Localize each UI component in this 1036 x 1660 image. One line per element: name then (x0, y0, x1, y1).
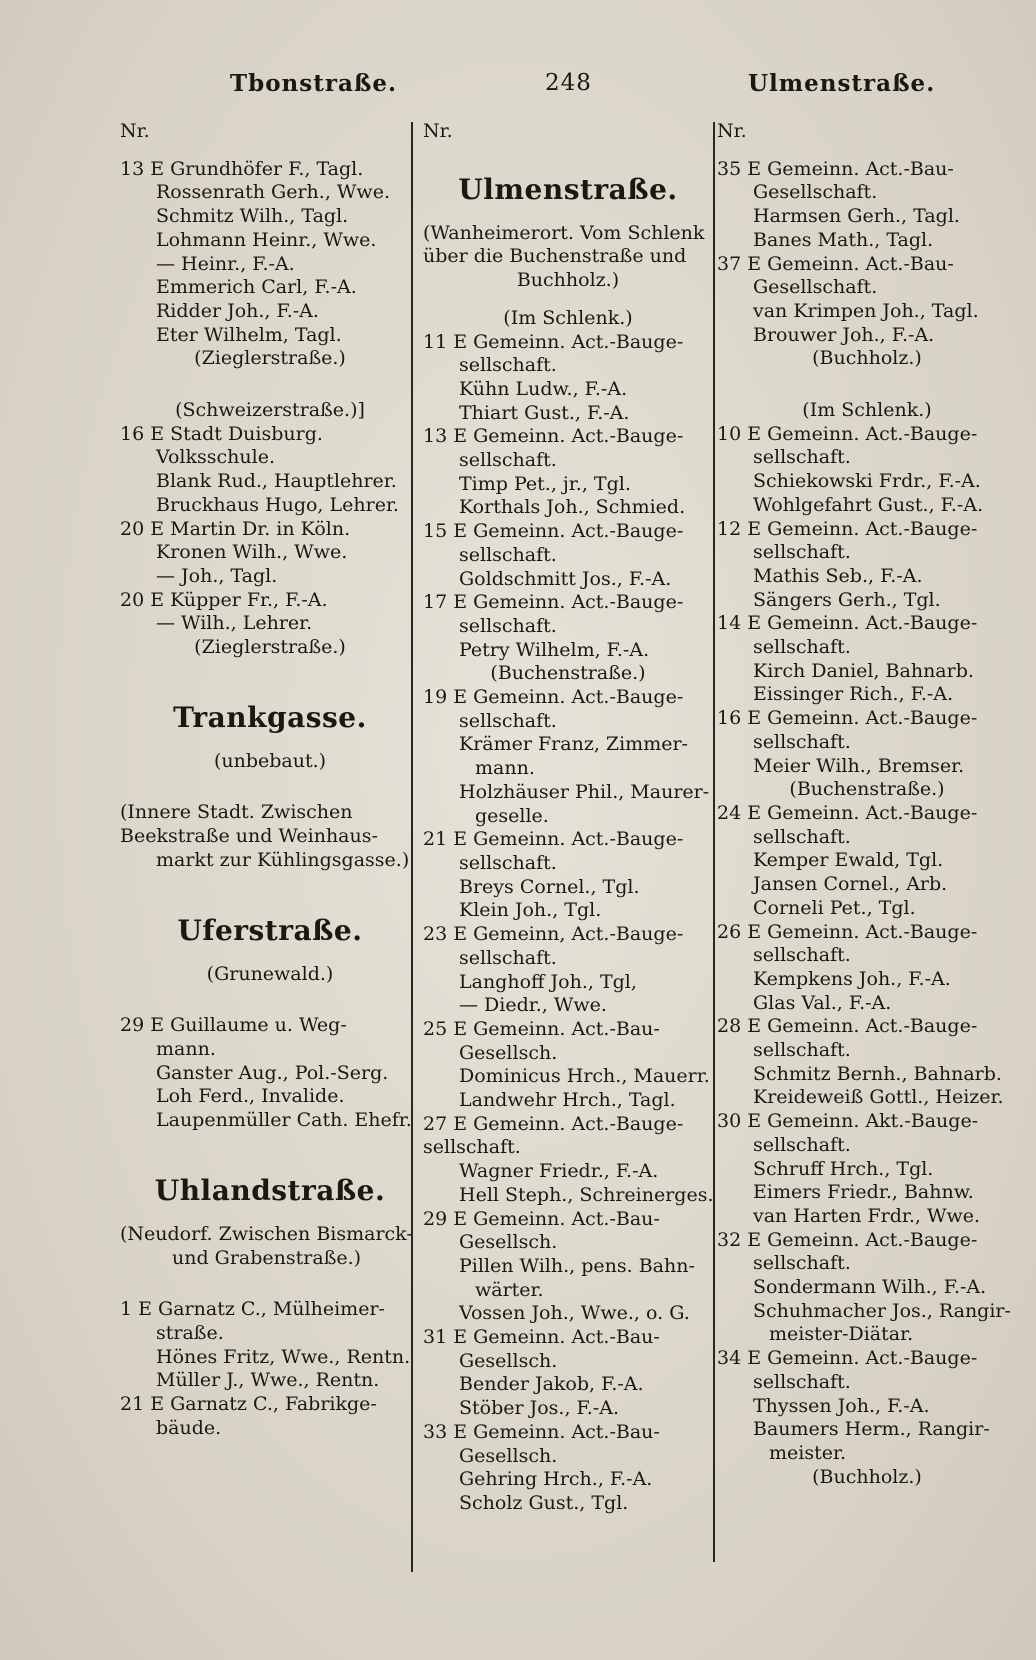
entry-line: Kreideweiß Gottl., Heizer. (753, 1086, 1004, 1109)
entry-line: Gesellschaft. (753, 181, 878, 204)
running-head-left: Tbonstraße. (230, 70, 397, 97)
entry-line: mann. (156, 1037, 216, 1060)
entry-line: — Heinr., F.-A. (156, 252, 295, 275)
entry-line: Emmerich Carl, F.-A. (156, 276, 357, 299)
street-heading: Uferstraße. (177, 913, 363, 947)
street-note: Beekstraße und Weinhaus- (120, 825, 378, 848)
entry-line: sellschaft. (753, 1252, 851, 1275)
entry-line: Bruckhaus Hugo, Lehrer. (156, 493, 399, 516)
entry-line: — Wilh., Lehrer. (156, 612, 313, 635)
cross-street: (Schweizerstraße.)] (175, 399, 365, 422)
entry-line: geselle. (475, 804, 549, 827)
entry-line: Baumers Herm., Rangir- (753, 1418, 990, 1441)
street-note: Buchholz.) (516, 269, 620, 292)
entry-line: Schmitz Wilh., Tagl. (156, 205, 349, 228)
entry-line: Rossenrath Gerh., Wwe. (156, 181, 390, 204)
entry-line: 27 E Gemeinn. Act.-Bauge- (423, 1112, 684, 1135)
entry-line: Schuhmacher Jos., Rangir- (753, 1299, 1011, 1322)
entry-line: Glas Val., F.-A. (753, 991, 892, 1014)
entry-line: 12 E Gemeinn. Act.-Bauge- (717, 517, 978, 540)
entry-line: sellschaft. (459, 946, 557, 969)
entry-line: Eissinger Rich., F.-A. (753, 683, 954, 706)
cross-street: (Zieglerstraße.) (194, 636, 346, 659)
column-nr-label: Nr. (717, 120, 747, 142)
entry-line: Dominicus Hrch., Mauerr. (459, 1065, 710, 1088)
entry-line: sellschaft. (459, 354, 557, 377)
entry-line: 32 E Gemeinn. Act.-Bauge- (717, 1228, 978, 1251)
street-note: markt zur Kühlingsgasse.) (156, 848, 410, 871)
entry-line: 26 E Gemeinn. Act.-Bauge- (717, 920, 978, 943)
entry-line: Thyssen Joh., F.-A. (753, 1394, 930, 1417)
entry-line: Hell Steph., Schreinerges. (459, 1183, 714, 1206)
entry-line: Vossen Joh., Wwe., o. G. (459, 1302, 690, 1325)
entry-line: Holzhäuser Phil., Maurer- (459, 780, 710, 803)
entry-line: Krämer Franz, Zimmer- (459, 733, 688, 756)
entry-line: 19 E Gemeinn. Act.-Bauge- (423, 686, 684, 709)
entry-line: 24 E Gemeinn. Act.-Bauge- (717, 801, 978, 824)
entry-line: 14 E Gemeinn. Act.-Bauge- (717, 612, 978, 635)
entry-line: wärter. (475, 1278, 544, 1301)
entry-line: 15 E Gemeinn. Act.-Bauge- (423, 520, 684, 543)
entry-line: Loh Ferd., Invalide. (156, 1085, 345, 1108)
entry-line: 20 E Martin Dr. in Köln. (120, 517, 351, 540)
entry-line: 37 E Gemeinn. Act.-Bau- (717, 252, 954, 275)
entry-line: Sondermann Wilh., F.-A. (753, 1276, 987, 1299)
entry-line: Timp Pet., jr., Tgl. (459, 472, 631, 495)
entry-line: 31 E Gemeinn. Act.-Bau- (423, 1326, 660, 1349)
column-nr-label: Nr. (120, 120, 150, 142)
entry-line: Scholz Gust., Tgl. (459, 1491, 629, 1514)
entry-line: 28 E Gemeinn. Act.-Bauge- (717, 1015, 978, 1038)
entry-line: 34 E Gemeinn. Act.-Bauge- (717, 1347, 978, 1370)
entry-line: 35 E Gemeinn. Act.-Bau- (717, 157, 954, 180)
entry-line: Sängers Gerh., Tgl. (753, 588, 941, 611)
entry-line: meister. (769, 1441, 847, 1464)
column-3 (717, 120, 1017, 1489)
street-heading: Uhlandstraße. (154, 1173, 386, 1207)
entry-line: meister-Diätar. (769, 1323, 914, 1346)
entry-line: 13 E Grundhöfer F., Tagl. (120, 157, 364, 180)
entry-line: sellschaft. (459, 449, 557, 472)
entry-line: Bender Jakob, F.-A. (459, 1373, 644, 1396)
entry-line: van Harten Frdr., Wwe. (753, 1204, 981, 1227)
street-heading: Ulmenstraße. (458, 172, 678, 206)
entry-line: sellschaft. (459, 851, 557, 874)
entry-line: 13 E Gemeinn. Act.-Bauge- (423, 425, 684, 448)
entry-line: Müller J., Wwe., Rentn. (156, 1369, 380, 1392)
entry-line: Kemper Ewald, Tgl. (753, 849, 944, 872)
street-note: (Grunewald.) (206, 962, 334, 985)
cross-street: (Buchholz.) (812, 347, 922, 370)
entry-line: Pillen Wilh., pens. Bahn- (459, 1254, 695, 1277)
entry-line: Harmsen Gerh., Tagl. (753, 205, 960, 228)
entry-line: Gesellsch. (459, 1444, 558, 1467)
entry-line: 1 E Garnatz C., Mülheimer- (120, 1298, 385, 1321)
entry-line: Thiart Gust., F.-A. (459, 401, 630, 424)
entry-line: Gehring Hrch., F.-A. (459, 1468, 653, 1491)
entry-line: straße. (156, 1321, 224, 1344)
entry-line: Gesellschaft. (753, 276, 878, 299)
entry-line: Goldschmitt Jos., F.-A. (459, 567, 672, 590)
cross-street: (Buchholz.) (812, 1465, 922, 1488)
running-head-right: Ulmenstraße. (748, 70, 936, 97)
entry-line: Blank Rud., Hauptlehrer. (156, 470, 397, 493)
column-2 (423, 120, 713, 1516)
street-heading: Trankgasse. (173, 700, 367, 734)
column-nr-label: Nr. (423, 120, 453, 142)
entry-line: Wagner Friedr., F.-A. (459, 1160, 659, 1183)
entry-line: sellschaft. (753, 446, 851, 469)
entry-line: Gesellsch. (459, 1349, 558, 1372)
entry-line: Korthals Joh., Schmied. (459, 496, 686, 519)
entry-line: Hönes Fritz, Wwe., Rentn. (156, 1345, 411, 1368)
entry-line: Kronen Wilh., Wwe. (156, 541, 348, 564)
entry-line: sellschaft. (459, 543, 557, 566)
column-divider (713, 122, 715, 1562)
entry-line: 29 E Gemeinn. Act.-Bau- (423, 1207, 660, 1230)
entry-line: Gesellsch. (459, 1231, 558, 1254)
entry-line: Meier Wilh., Bremser. (753, 754, 965, 777)
entry-line: sellschaft. (753, 1370, 851, 1393)
entry-line: 11 E Gemeinn. Act.-Bauge- (423, 330, 684, 353)
street-note: (Wanheimerort. Vom Schlenk (423, 221, 705, 244)
entry-line: mann. (475, 757, 535, 780)
entry-line: Kirch Daniel, Bahnarb. (753, 659, 974, 682)
entry-line: 16 E Gemeinn. Act.-Bauge- (717, 707, 978, 730)
column-1 (120, 120, 420, 1440)
entry-line: Gesellsch. (459, 1041, 558, 1064)
entry-line: Landwehr Hrch., Tagl. (459, 1089, 676, 1112)
entry-line: Lohmann Heinr., Wwe. (156, 228, 377, 251)
entry-line: Mathis Seb., F.-A. (753, 564, 923, 587)
entry-line: Breys Cornel., Tgl. (459, 875, 640, 898)
entry-line: 30 E Gemeinn. Akt.-Bauge- (717, 1110, 979, 1133)
entry-line: Volksschule. (156, 446, 275, 469)
page-number: 248 (545, 70, 592, 96)
entry-line: 16 E Stadt Duisburg. (120, 422, 323, 445)
entry-line: sellschaft. (753, 944, 851, 967)
entry-line: Kühn Ludw., F.-A. (459, 377, 628, 400)
entry-line: 33 E Gemeinn. Act.-Bau- (423, 1420, 660, 1443)
entry-line: Schruff Hrch., Tgl. (753, 1157, 934, 1180)
cross-street: (Zieglerstraße.) (194, 347, 346, 370)
entry-line: sellschaft. (753, 730, 851, 753)
entry-line: — Joh., Tagl. (156, 564, 278, 587)
entry-line: Brouwer Joh., F.-A. (753, 323, 935, 346)
entry-line: sellschaft. (459, 709, 557, 732)
entry-line: sellschaft. (753, 636, 851, 659)
entry-line: 23 E Gemeinn, Act.-Bauge- (423, 923, 684, 946)
entry-line: sellschaft. (753, 825, 851, 848)
entry-line: Corneli Pet., Tgl. (753, 896, 916, 919)
entry-line: Stöber Jos., F.-A. (459, 1397, 619, 1420)
entry-line: Ganster Aug., Pol.-Serg. (156, 1061, 389, 1084)
cross-street: (Im Schlenk.) (802, 399, 932, 422)
entry-line: Wohlgefahrt Gust., F.-A. (753, 493, 984, 516)
entry-line: sellschaft. (753, 541, 851, 564)
entry-line: Laupenmüller Cath. Ehefr. (156, 1109, 412, 1132)
entry-line: 10 E Gemeinn. Act.-Bauge- (717, 422, 978, 445)
entry-line: sellschaft. (423, 1136, 521, 1159)
street-note: und Grabenstraße.) (172, 1246, 362, 1269)
entry-line: sellschaft. (459, 614, 557, 637)
cross-street: (Im Schlenk.) (503, 306, 633, 329)
entry-line: 17 E Gemeinn. Act.-Bauge- (423, 591, 684, 614)
entry-line: Jansen Cornel., Arb. (753, 873, 948, 896)
entry-line: sellschaft. (753, 1133, 851, 1156)
entry-line: Klein Joh., Tgl. (459, 899, 602, 922)
street-note: (Neudorf. Zwischen Bismarck- (120, 1222, 413, 1245)
entry-line: 20 E Küpper Fr., F.-A. (120, 588, 328, 611)
entry-line: sellschaft. (753, 1039, 851, 1062)
cross-street: (Buchenstraße.) (490, 662, 646, 685)
street-note: (unbebaut.) (213, 749, 327, 772)
entry-line: van Krimpen Joh., Tagl. (753, 299, 979, 322)
cross-street: (Buchenstraße.) (789, 778, 945, 801)
entry-line: Ridder Joh., F.-A. (156, 299, 319, 322)
entry-line: Schmitz Bernh., Bahnarb. (753, 1062, 1002, 1085)
entry-line: 21 E Garnatz C., Fabrikge- (120, 1393, 377, 1416)
entry-line: Petry Wilhelm, F.-A. (459, 638, 650, 661)
entry-line: 29 E Guillaume u. Weg- (120, 1014, 347, 1037)
entry-line: Eimers Friedr., Bahnw. (753, 1181, 974, 1204)
entry-line: 21 E Gemeinn. Act.-Bauge- (423, 828, 684, 851)
entry-line: bäude. (156, 1416, 222, 1439)
entry-line: Langhoff Joh., Tgl, (459, 970, 637, 993)
entry-line: — Diedr., Wwe. (459, 994, 607, 1017)
entry-line: 25 E Gemeinn. Act.-Bau- (423, 1017, 660, 1040)
entry-line: Kempkens Joh., F.-A. (753, 967, 951, 990)
entry-line: Banes Math., Tagl. (753, 228, 934, 251)
entry-line: Schiekowski Frdr., F.-A. (753, 470, 981, 493)
street-note: über die Buchenstraße und (423, 245, 687, 268)
entry-line: Eter Wilhelm, Tagl. (156, 323, 342, 346)
street-note: (Innere Stadt. Zwischen (120, 801, 353, 824)
